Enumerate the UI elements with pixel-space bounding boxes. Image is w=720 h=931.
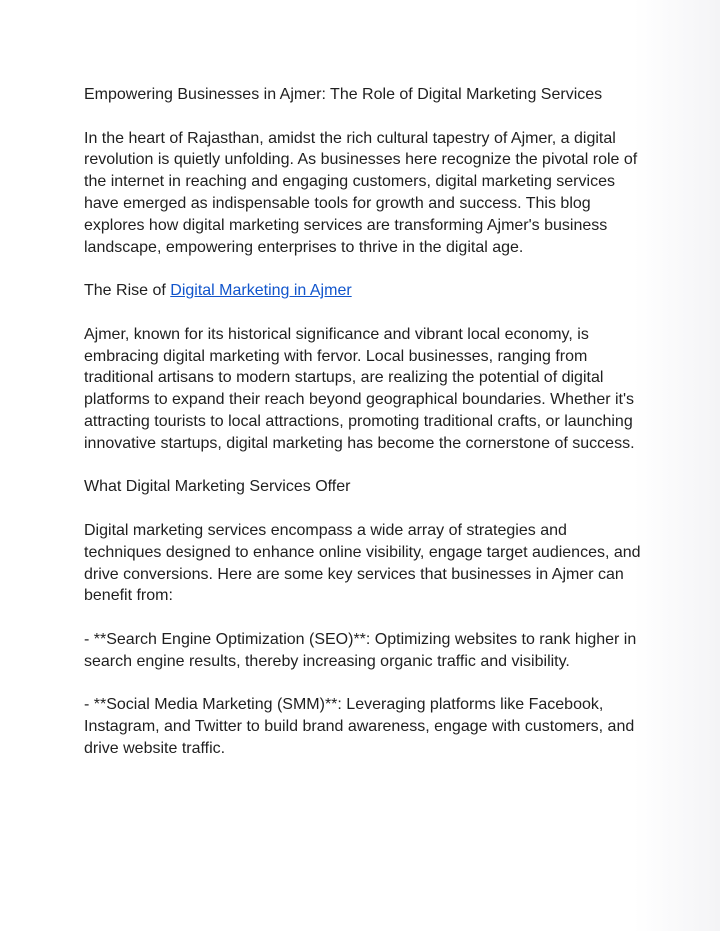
offer-heading: What Digital Marketing Services Offer	[84, 478, 351, 496]
document-title: Empowering Businesses in Ajmer: The Role of Digital Marketing Services	[84, 86, 603, 103]
digital-marketing-ajmer-link[interactable]: Digital Marketing in Ajmer	[170, 282, 352, 300]
rise-heading	[84, 280, 644, 302]
rise-paragraph: Ajmer, known for its historical significance and vibrant local economy, is embracing digital marketing with fervor. Local businesses, ranging from traditional artisans to modern startups, are realizing the potential of digital platforms to expand their reach beyond geographical boundaries. Whether it's attracting tourists to local attractions, promoting traditional crafts, or launching innovative startups, digital marketing has become the cornerstone of success.	[84, 325, 635, 452]
service-item-smm: - **Social Media Marketing (SMM)**: Leveraging platforms like Facebook, Instagram, and Twitter to build brand awareness, engage with customers, and drive website traffic.	[84, 696, 635, 757]
intro-paragraph: In the heart of Rajasthan, amidst the rich cultural tapestry of Ajmer, a digital revolution is quietly unfolding. As businesses here recognize the pivotal role of the internet in reaching and engaging customers, digital marketing services have emerged as indispensable tools for growth and success. This blog explores how digital marketing services are transforming Ajmer's business landscape, empowering enterprises to thrive in the digital age.	[84, 129, 638, 256]
rise-heading-prefix: The Rise of	[84, 282, 171, 300]
service-item-seo: - **Search Engine Optimization (SEO)**: Optimizing websites to rank higher in search engine results, thereby increasing organic traffic and visibility.	[84, 630, 637, 670]
document-body	[84, 84, 644, 782]
offer-paragraph: Digital marketing services encompass a wide array of strategies and techniques designed to enhance online visibility, engage target audiences, and drive conversions. Here are some key services that businesses in Ajmer can benefit from:	[84, 521, 641, 605]
